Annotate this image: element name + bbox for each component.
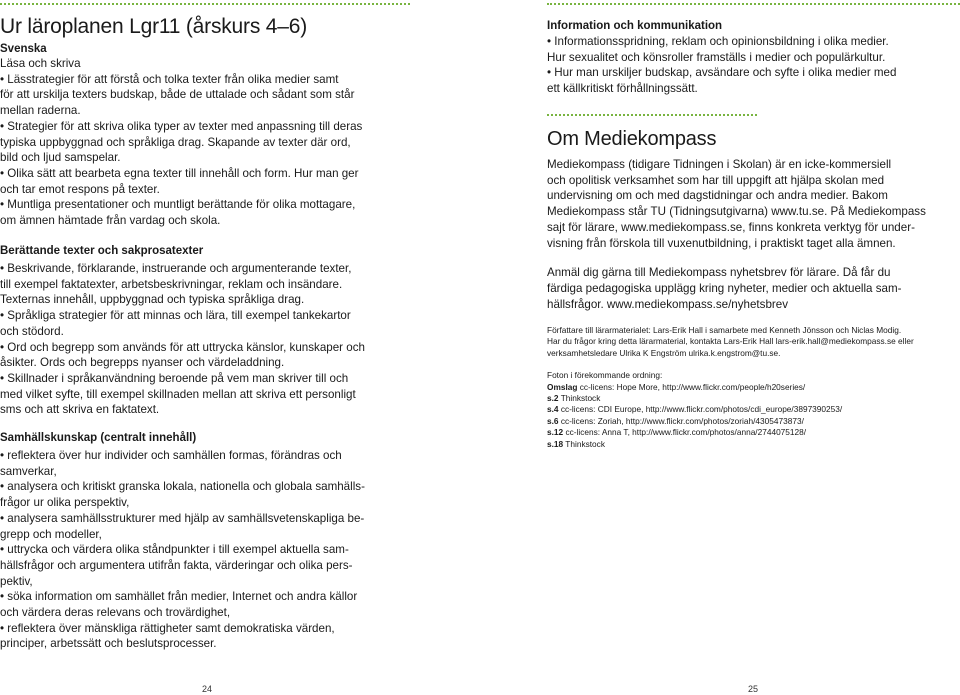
about-body: [547, 157, 960, 251]
text-line: • analysera och kritiskt granska lokala, nationella och globala samhälls-: [0, 480, 365, 494]
text-line: Mediekompass står TU (Tidningsutgivarna) www.tu.se. På Mediekompass: [547, 205, 926, 219]
photo-credits: [547, 370, 960, 450]
text-line: Mediekompass (tidigare Tidningen i Skolan) är en icke-kommersiell: [547, 158, 892, 171]
text-line: • Olika sätt att bearbeta egna texter till innehåll och form. Hur man ger: [0, 166, 359, 180]
text-line: • Muntliga presentationer och muntligt berättande för olika mottagare,: [0, 198, 356, 212]
photo-credit-line: [547, 416, 960, 427]
text-line: • Skillnader i språkanvändning beroende på vem man skriver till och: [0, 371, 349, 385]
text-line: • reflektera över hur individer och samhällen formas, förändras och: [0, 449, 342, 462]
section-body: [0, 56, 418, 229]
section-heading: Samhällskunskap (centralt innehåll): [0, 432, 197, 444]
photo-credit-text: cc-licens: Zoriah, http://www.flickr.com/photos/zoriah/4305473873/: [558, 415, 804, 426]
section-body: [0, 448, 418, 652]
text-line: med vilket syfte, till exempel skillnaden mellan att skriva ett personligt: [0, 387, 356, 401]
text-line: principer, arbetssätt och beslutsprocesser.: [0, 637, 217, 651]
section-body: [547, 34, 960, 97]
photo-credit-label: s.6: [547, 415, 559, 426]
text-line: hällsfrågor och argumentera utifrån fakta, värderingar och olika pers-: [0, 558, 353, 572]
right-page: [547, 0, 960, 449]
text-line: och stödord.: [0, 324, 64, 338]
section-information: [547, 19, 960, 97]
text-line: mellan raderna.: [0, 104, 81, 118]
photo-credit-line: [547, 439, 960, 450]
text-line: • söka information om samhället från medier, Internet och andra källor: [0, 590, 358, 604]
text-line: • Lässtrategier för att förstå och tolka texter från olika medier samt: [0, 72, 339, 86]
text-line: sms och att skriva en faktatext.: [0, 403, 160, 417]
author-credits: [547, 325, 960, 359]
photo-credit-label: s.12: [547, 427, 564, 438]
text-line: • Beskrivande, förklarande, instruerande och argumenterande texter,: [0, 262, 352, 275]
text-line: och opolitisk verksamhet som har till uppgift att hjälpa skolan med: [547, 173, 885, 187]
photo-credit-label: s.2: [547, 393, 559, 404]
text-line: verksamhetsledare Ulrika K Engström ulrika.k.engstrom@tu.se.: [547, 347, 781, 358]
section-svenska: [0, 42, 418, 229]
text-line: bild och ljud samspelar.: [0, 151, 121, 165]
text-line: • Ord och begrepp som används för att uttrycka känslor, kunskaper och: [0, 340, 365, 354]
text-line: grepp och modeller,: [0, 527, 102, 541]
photo-credit-label: Omslag: [547, 381, 578, 392]
page-title: Ur läroplanen Lgr11 (årskurs 4–6): [0, 15, 307, 38]
photo-credit-text: cc-licens: Anna T, http://www.flickr.com/photos/anna/2744075128/: [563, 427, 807, 438]
text-line: sajt för lärare, www.mediekompass.se, finns konkreta verktyg för under-: [547, 220, 915, 234]
photo-credits-heading: Foton i förekommande ordning:: [547, 370, 663, 381]
top-dotted-rule: [547, 3, 960, 5]
text-line: hällsfrågor. www.mediekompass.se/nyhetsbrev: [547, 297, 788, 311]
text-line: Anmäl dig gärna till Mediekompass nyhetsbrev för lärare. Då får du: [547, 266, 891, 280]
section-heading: Svenska: [0, 43, 47, 55]
photo-credit-label: s.4: [547, 404, 559, 415]
text-line: och värdera deras relevans och trovärdighet,: [0, 606, 231, 620]
photo-credit-line: [547, 393, 960, 404]
text-line: för att urskilja texters budskap, både de uttalade och sådant som står: [0, 88, 355, 102]
section-berattande: [0, 244, 418, 418]
text-line: • Strategier för att skriva olika typer av texter med anpassning till deras: [0, 119, 363, 133]
photo-credit-text: Thinkstock: [563, 438, 605, 449]
section-samhallskunskap: [0, 431, 418, 652]
text-line: typiska uppbyggnad och språkliga drag. Skapande av texter där ord,: [0, 135, 351, 149]
text-line: ett källkritiskt förhållningssätt.: [547, 82, 698, 96]
page-number-left: 24: [202, 684, 213, 694]
text-line: • Informationsspridning, reklam och opinionsbildning i olika medier.: [547, 35, 889, 48]
text-line: Författare till lärarmaterialet: Lars-Erik Hall i samarbete med Kenneth Jönsson och Niclas Modig.: [547, 325, 902, 335]
photo-credit-line: [547, 427, 960, 438]
text-line: Hur sexualitet och könsroller framställs i medier och populärkultur.: [547, 50, 886, 64]
photo-credit-text: cc-licens: CDI Europe, http://www.flickr.com/photos/cdi_europe/3897390253/: [558, 404, 843, 415]
text-line: och tar emot respons på texter.: [0, 182, 160, 196]
text-line: Texternas innehåll, uppbyggnad och typiska språkliga drag.: [0, 293, 305, 307]
text-line: färdiga pedagogiska upplägg kring nyheter, medier och aktuella sam-: [547, 281, 902, 295]
text-line: Har du frågor kring detta lärarmaterial, kontakta Lars-Erik Hall lars-erik.hall@mediekompass.se eller: [547, 336, 914, 347]
text-line: • Språkliga strategier för att minnas och lära, till exempel tankekartor: [0, 309, 351, 323]
text-line: Läsa och skriva: [0, 57, 81, 70]
newsletter-body: [547, 265, 960, 312]
section-heading: Information och kommunikation: [547, 20, 723, 32]
text-line: om ämnen hämtade från vardag och skola.: [0, 214, 221, 228]
text-line: • analysera samhällsstrukturer med hjälp av samhällsvetenskapliga be-: [0, 511, 365, 525]
photo-credit-text: cc-licens: Hope More, http://www.flickr.com/people/h20series/: [577, 381, 806, 392]
photo-credit-line: [547, 404, 960, 415]
section-om-mediekompass: [547, 126, 960, 312]
text-line: • uttrycka och värdera olika ståndpunkter i till exempel aktuella sam-: [0, 543, 349, 557]
page-number-right: 25: [748, 684, 759, 694]
section-heading: Berättande texter och sakprosatexter: [0, 245, 204, 257]
credits-block: [547, 325, 960, 450]
text-line: åsikter. Ords och begrepps nyanser och värdeladdning.: [0, 356, 285, 370]
text-line: • reflektera över mänskliga rättigheter samt demokratiska värden,: [0, 621, 335, 635]
section-body: [0, 261, 418, 418]
text-line: pektiv,: [0, 574, 33, 588]
text-line: visning från förskola till vuxenutbildning, i praktiskt taget alla ämnen.: [547, 236, 896, 250]
left-page: [0, 0, 418, 651]
text-line: samverkar,: [0, 464, 57, 478]
top-dotted-rule: [0, 3, 410, 5]
text-line: • Hur man urskiljer budskap, avsändare och syfte i olika medier med: [547, 66, 897, 80]
photo-credit-line: [547, 382, 960, 393]
text-line: frågor ur olika perspektiv,: [0, 496, 130, 510]
about-title: Om Mediekompass: [547, 128, 717, 150]
text-line: till exempel faktatexter, arbetsbeskrivningar, reklam och insändare.: [0, 277, 343, 291]
photo-credit-label: s.18: [547, 438, 564, 449]
text-line: undervisning om och med dagstidningar och andra medier. Bakom: [547, 189, 888, 203]
section-dotted-rule: [547, 114, 757, 116]
photo-credit-text: Thinkstock: [558, 393, 601, 404]
